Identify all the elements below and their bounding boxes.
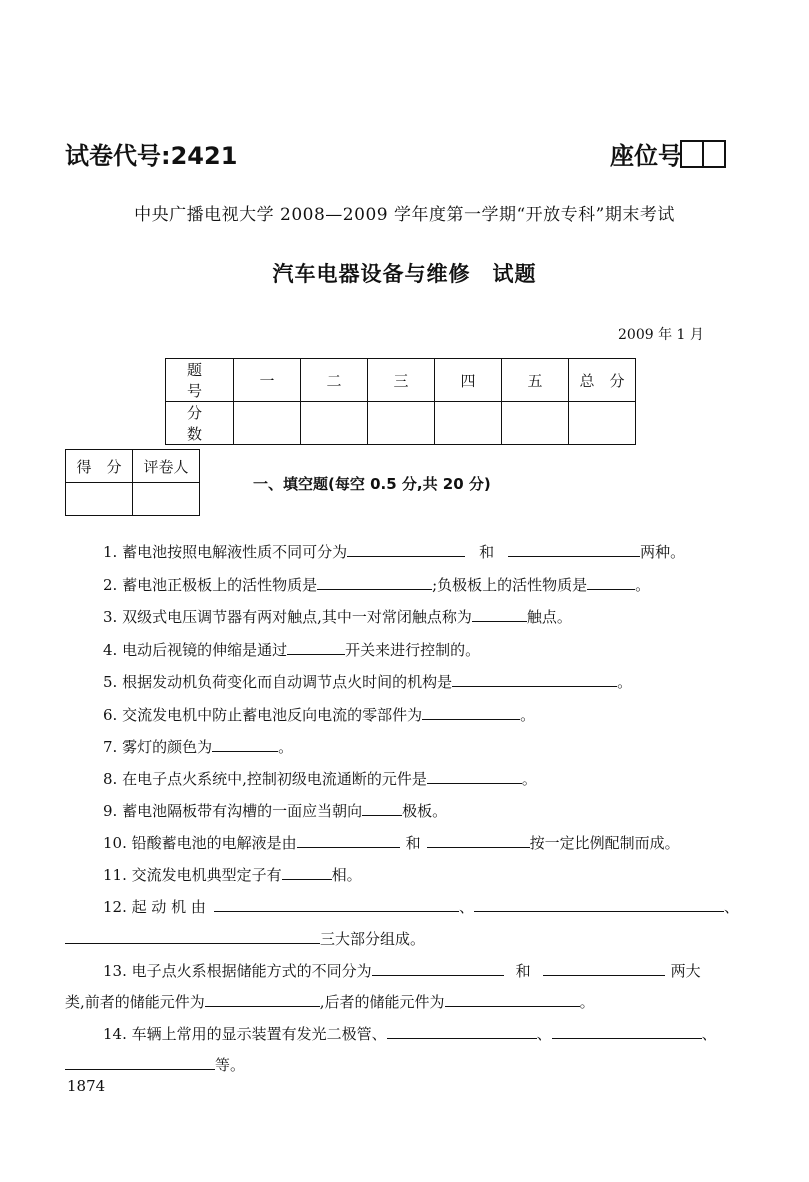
question-text: 10. 铅酸蓄电池的电解液是由: [103, 834, 297, 852]
question-3: [103, 605, 572, 628]
answer-blank[interactable]: [297, 831, 400, 848]
answer-blank[interactable]: [427, 767, 522, 784]
question-4: [103, 638, 480, 661]
score-cell[interactable]: [502, 402, 569, 445]
question-text: 等。: [215, 1056, 246, 1074]
question-9: [103, 799, 447, 822]
question-text: 三大部分组成。: [320, 930, 426, 948]
seat-label: 座位号: [610, 142, 682, 170]
question-text: 。: [579, 993, 595, 1011]
answer-blank[interactable]: [474, 895, 724, 912]
answer-blank[interactable]: [214, 895, 459, 912]
question-text: 按一定比例配制而成。: [529, 834, 680, 852]
score-cell[interactable]: [234, 402, 301, 445]
question-text: 、: [723, 898, 739, 916]
question-text: 3. 双级式电压调节器有两对触点,其中一对常闭触点称为: [103, 608, 472, 626]
answer-blank[interactable]: [65, 927, 320, 944]
question-text: 。: [635, 576, 651, 594]
answer-blank[interactable]: [362, 799, 402, 816]
question-text: 和: [479, 543, 495, 561]
answer-blank[interactable]: [212, 735, 278, 752]
question-text: 。: [617, 673, 633, 691]
question-5: [103, 670, 632, 693]
answer-blank[interactable]: [552, 1022, 702, 1039]
question-text: 、: [536, 1025, 552, 1043]
score-table-col: 二: [301, 359, 368, 402]
answer-blank[interactable]: [543, 959, 665, 976]
score-cell[interactable]: [435, 402, 502, 445]
answer-blank[interactable]: [287, 638, 345, 655]
grader-name-header: 评卷人: [133, 450, 200, 483]
question-text: 。: [520, 706, 536, 724]
answer-blank[interactable]: [445, 990, 580, 1007]
question-text: 。: [278, 738, 294, 756]
grader-score-cell[interactable]: [66, 483, 133, 516]
seat-box: [702, 140, 726, 168]
question-text: 类,前者的储能元件为: [65, 993, 205, 1011]
question-13: [103, 959, 701, 982]
score-table-total: 总 分: [569, 359, 636, 402]
question-text: 、: [701, 1025, 717, 1043]
question-text: 1. 蓄电池按照电解液性质不同可分为: [103, 543, 348, 561]
question-text: 开关来进行控制的。: [345, 641, 481, 659]
score-table-score-row: [166, 402, 636, 445]
question-text: 14. 车辆上常用的显示装置有发光二极管、: [103, 1025, 387, 1043]
question-text: 9. 蓄电池隔板带有沟槽的一面应当朝向: [103, 802, 363, 820]
exam-title: 汽车电器设备与维修 试题: [272, 262, 537, 286]
question-11: [103, 863, 362, 886]
question-13-continued: [65, 990, 595, 1013]
answer-blank[interactable]: [422, 703, 520, 720]
score-table-label: 题 号: [166, 359, 234, 402]
question-text: 和: [515, 962, 531, 980]
question-6: [103, 703, 535, 726]
question-text: 极板。: [402, 802, 448, 820]
score-table: [165, 358, 636, 445]
grader-table: [65, 449, 200, 516]
question-text: 触点。: [526, 608, 572, 626]
score-table-row-label: 分 数: [166, 402, 234, 445]
score-table-col: 三: [368, 359, 435, 402]
score-cell[interactable]: [301, 402, 368, 445]
question-text: ,后者的储能元件为: [319, 993, 445, 1011]
question-text: 。: [521, 770, 537, 788]
question-text: 5. 根据发动机负荷变化而自动调节点火时间的机构是: [103, 673, 453, 691]
answer-blank[interactable]: [472, 605, 527, 622]
question-text: 、: [458, 898, 474, 916]
answer-blank[interactable]: [347, 540, 465, 557]
score-cell[interactable]: [368, 402, 435, 445]
exam-subtitle: 中央广播电视大学 2008—2009 学年度第一学期“开放专科”期末考试: [134, 205, 675, 225]
question-14: [103, 1022, 717, 1045]
paper-code: 试卷代号:2421: [65, 142, 238, 170]
answer-blank[interactable]: [282, 863, 332, 880]
question-text: 相。: [331, 866, 362, 884]
answer-blank[interactable]: [587, 573, 635, 590]
grader-score-header: 得 分: [66, 450, 133, 483]
score-table-col: 四: [435, 359, 502, 402]
question-text: 11. 交流发电机典型定子有: [103, 866, 282, 884]
question-8: [103, 767, 537, 790]
question-text: 13. 电子点火系根据储能方式的不同分为: [103, 962, 372, 980]
question-text: 12. 起 动 机 由: [103, 898, 206, 916]
question-14-continued: [65, 1053, 245, 1076]
question-text: 8. 在电子点火系统中,控制初级电流通断的元件是: [103, 770, 427, 788]
answer-blank[interactable]: [387, 1022, 537, 1039]
page-number: 1874: [67, 1077, 106, 1095]
answer-blank[interactable]: [427, 831, 530, 848]
question-2: [103, 573, 650, 596]
score-table-col: 一: [234, 359, 301, 402]
question-text: 两种。: [640, 543, 686, 561]
question-10: [103, 831, 680, 854]
answer-blank[interactable]: [508, 540, 640, 557]
question-12-continued: [65, 927, 425, 950]
section-title: 一、填空题(每空 0.5 分,共 20 分): [253, 475, 491, 493]
question-text: 4. 电动后视镜的伸缩是通过: [103, 641, 288, 659]
grader-name-cell[interactable]: [133, 483, 200, 516]
answer-blank[interactable]: [372, 959, 504, 976]
question-7: [103, 735, 293, 758]
score-cell[interactable]: [569, 402, 636, 445]
question-text: 和: [405, 834, 421, 852]
score-table-header-row: [166, 359, 636, 402]
question-1: [103, 540, 685, 563]
exam-date: 2009 年 1 月: [618, 327, 704, 343]
seat-box: [680, 140, 704, 168]
answer-blank[interactable]: [65, 1053, 215, 1070]
question-12: [103, 895, 739, 918]
answer-blank[interactable]: [317, 573, 432, 590]
question-text: 7. 雾灯的颜色为: [103, 738, 213, 756]
answer-blank[interactable]: [452, 670, 617, 687]
question-text: 2. 蓄电池正极板上的活性物质是: [103, 576, 318, 594]
seat-number: [610, 136, 726, 171]
question-text: 6. 交流发电机中防止蓄电池反向电流的零部件为: [103, 706, 423, 724]
answer-blank[interactable]: [205, 990, 320, 1007]
score-table-col: 五: [502, 359, 569, 402]
question-text: 两大: [670, 962, 701, 980]
question-text: ;负极板上的活性物质是: [432, 576, 588, 594]
